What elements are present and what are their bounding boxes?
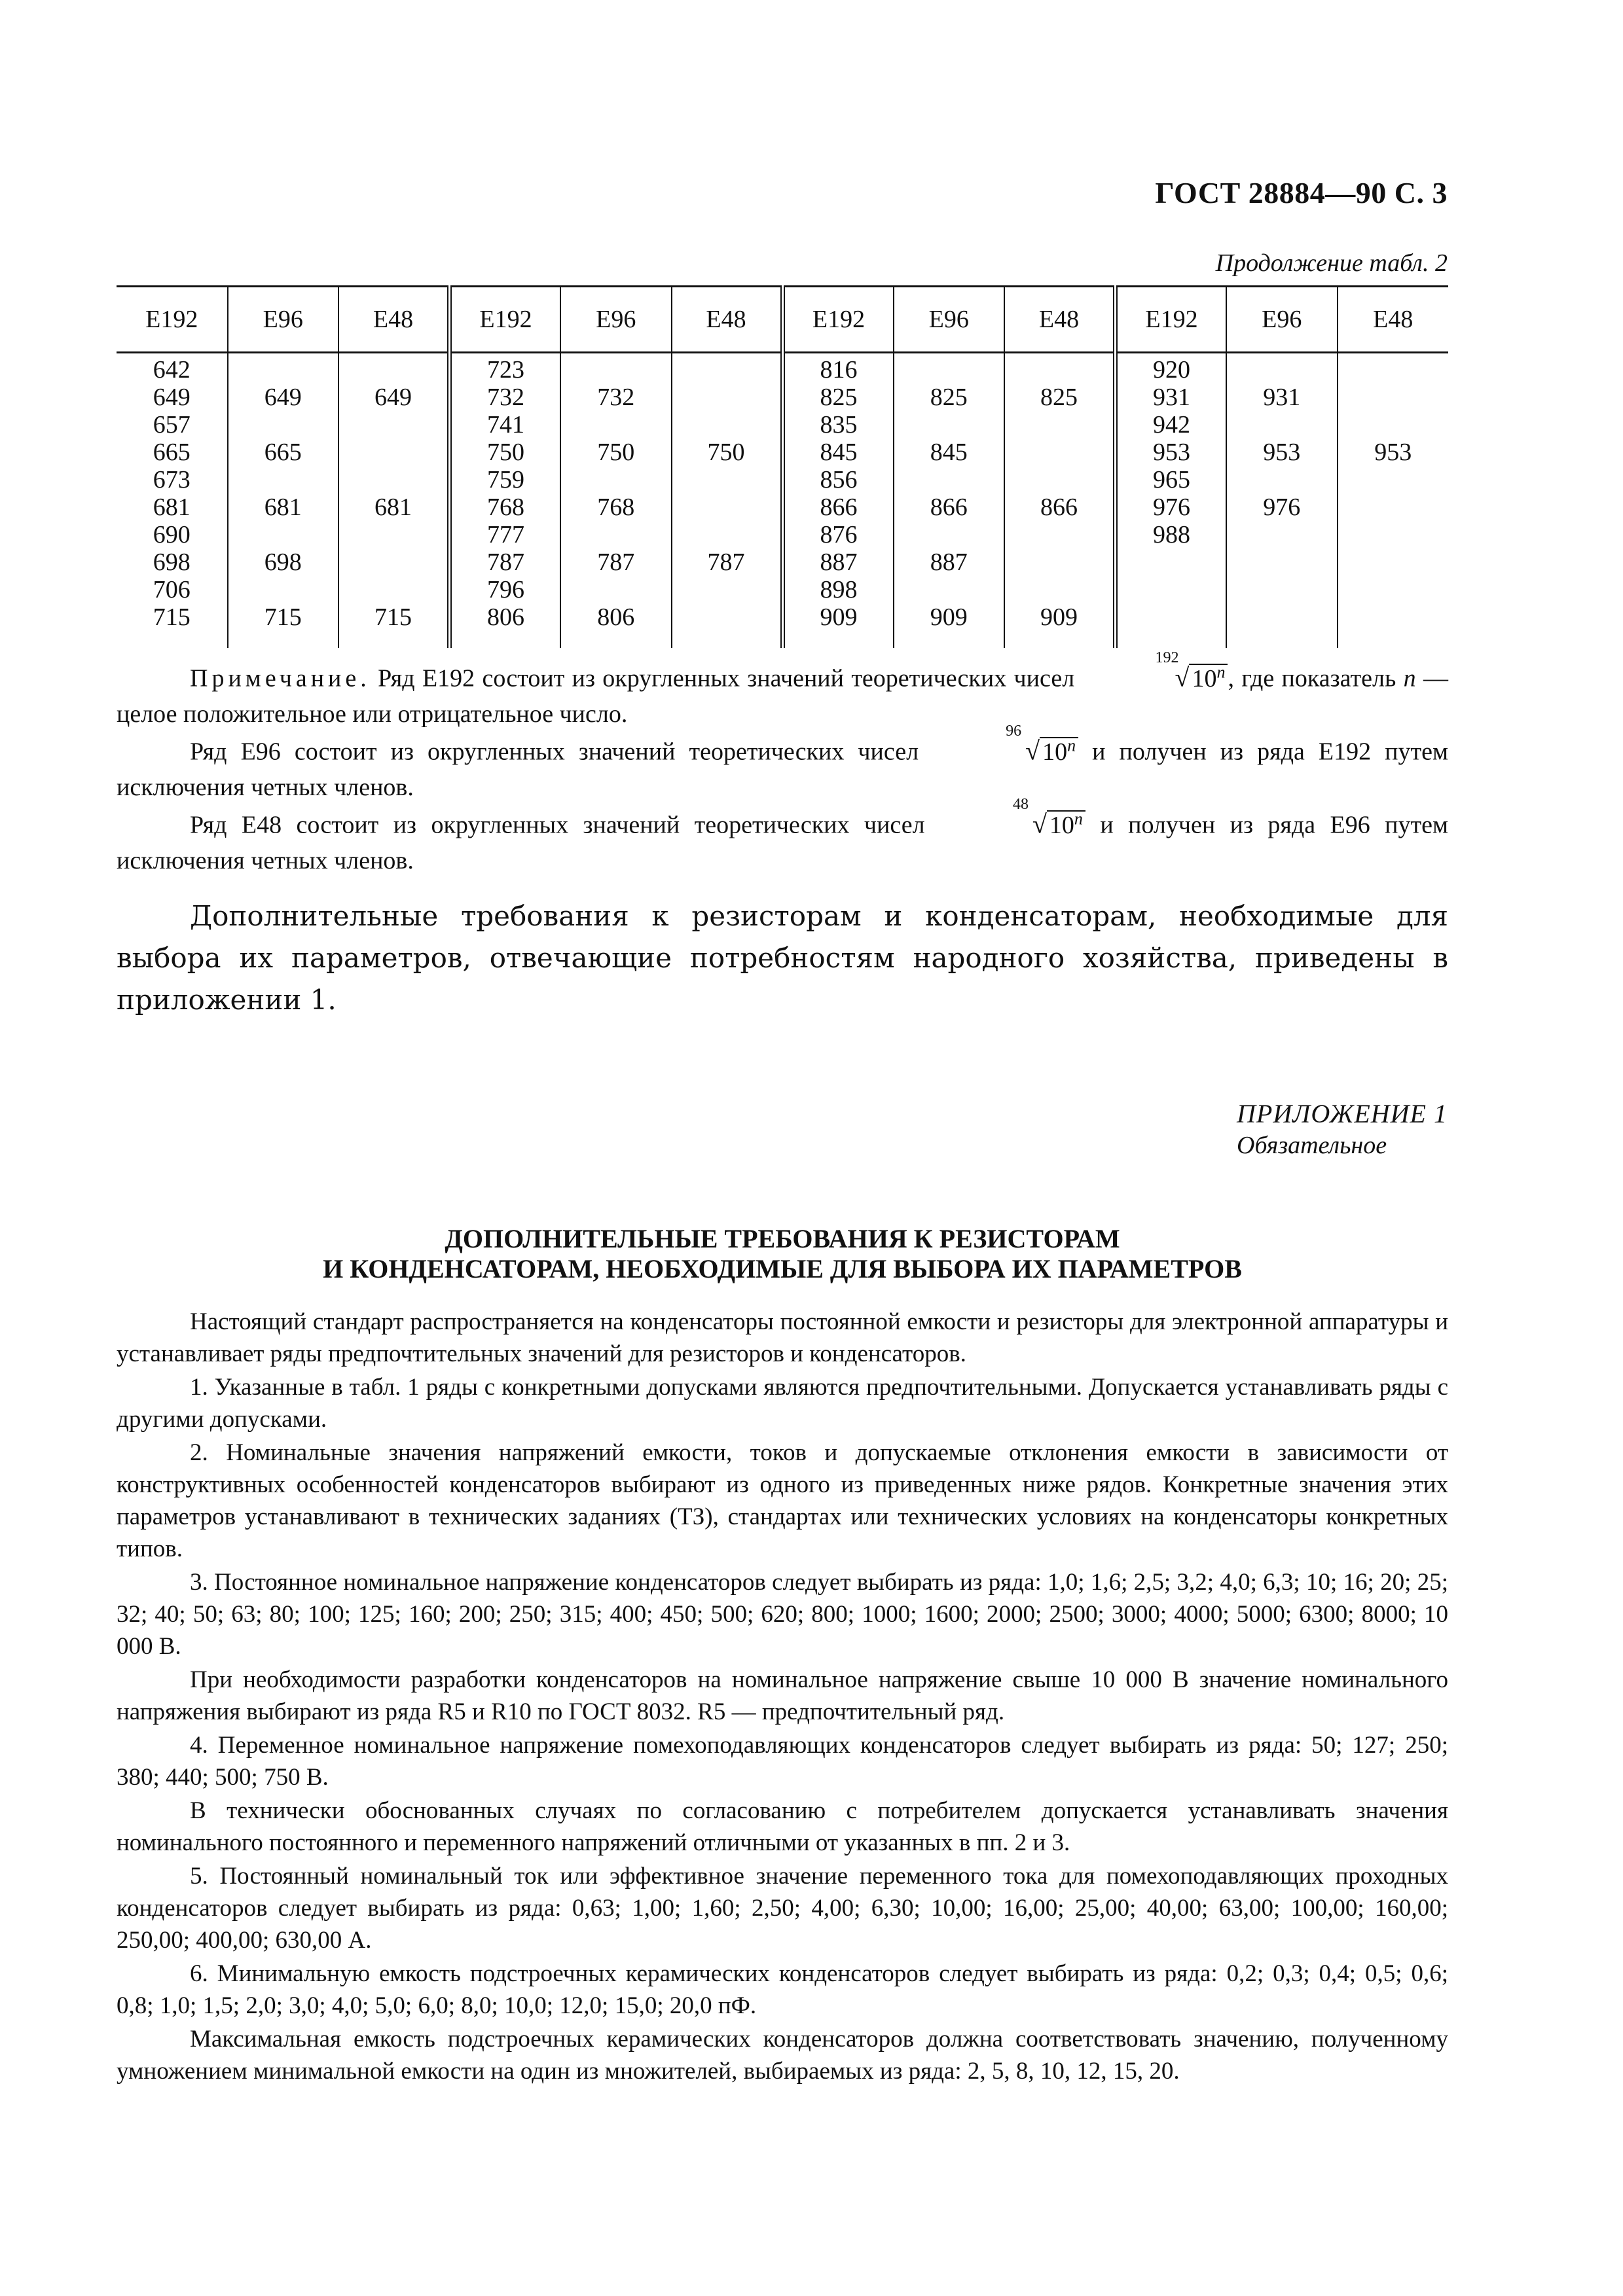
table-value bbox=[894, 411, 1004, 439]
note-3-text: Ряд E48 состоит из округленных значений теоретических чисел bbox=[190, 811, 925, 839]
table-value bbox=[561, 411, 671, 439]
table-value: 768 bbox=[597, 493, 635, 521]
table-value bbox=[894, 576, 1004, 603]
table-value: 690 bbox=[153, 521, 191, 548]
table-value: 759 bbox=[487, 466, 524, 493]
table-value: 835 bbox=[820, 411, 858, 439]
table-value bbox=[1338, 603, 1449, 631]
table-value bbox=[894, 466, 1004, 493]
table-column-cell bbox=[782, 353, 894, 649]
table-value: 988 bbox=[1153, 521, 1190, 548]
column-header: E96 bbox=[1226, 287, 1338, 353]
table-value bbox=[1227, 603, 1337, 631]
table-value bbox=[228, 466, 338, 493]
table-column-cell bbox=[1004, 353, 1116, 649]
table-value: 768 bbox=[487, 493, 524, 521]
table-value: 649 bbox=[374, 384, 412, 411]
table-value bbox=[894, 356, 1004, 384]
table-value: 698 bbox=[153, 548, 191, 576]
table-value bbox=[1005, 576, 1113, 603]
column-header: E96 bbox=[228, 287, 339, 353]
table-value: 976 bbox=[1153, 493, 1190, 521]
body-paragraph: Максимальная емкость подстроечных керамических конденсаторов должна соответствовать значению, полученному умножением минимальной емкости на один из множителей, выбираемых из ряда: 2, 5, 8, 10, 12, 15, 20. bbox=[117, 2026, 1448, 2085]
table-column-cell bbox=[338, 353, 450, 649]
table-value bbox=[339, 411, 447, 439]
table-value bbox=[1338, 548, 1449, 576]
table-value: 965 bbox=[1153, 466, 1190, 493]
table-value: 866 bbox=[1040, 493, 1078, 521]
table-header-row bbox=[117, 287, 1448, 353]
extra-requirements-paragraph: Дополнительные требования к резисторам и конденсаторам, необходимые для выбора их параметров, отвечающие потребностям народного хозяйства, приведены в приложении 1. bbox=[117, 900, 1448, 1016]
section-body bbox=[117, 1306, 1448, 2089]
table-value: 787 bbox=[597, 548, 635, 576]
table-value: 806 bbox=[597, 603, 635, 631]
appendix-subtitle: Обязательное bbox=[1237, 1132, 1387, 1159]
column-header: E192 bbox=[450, 287, 561, 353]
table-value: 953 bbox=[1263, 439, 1301, 466]
table-value: 706 bbox=[153, 576, 191, 603]
document-header: ГОСТ 28884—90 С. 3 bbox=[1155, 176, 1448, 209]
root-expression-3: 48 √ 10$^n$ bbox=[939, 801, 1085, 843]
table-value: 898 bbox=[820, 576, 858, 603]
table-value bbox=[1118, 603, 1226, 631]
body-paragraph: При необходимости разработки конденсаторов на номинальное напряжение свыше 10 000 В значение номинального напряжения выбирают из ряда R5 и R10 по ГОСТ 8032. R5 — предпочтительный ряд. bbox=[117, 1666, 1448, 1725]
appendix-heading bbox=[1237, 1098, 1448, 1161]
table-value: 825 bbox=[820, 384, 858, 411]
table-value: 856 bbox=[820, 466, 858, 493]
body-paragraph: Настоящий стандарт распространяется на конденсаторы постоянной емкости и резисторы для электронной аппаратуры и устанавливает ряды предпочтительных значений для резисторов и конденсаторов. bbox=[117, 1308, 1448, 1367]
table-value: 845 bbox=[930, 439, 968, 466]
root-expression-1: 192 √ 10$^n$ bbox=[1082, 655, 1228, 696]
table-value bbox=[1005, 356, 1113, 384]
table-body-row bbox=[117, 353, 1448, 649]
table-value bbox=[561, 466, 671, 493]
note-1-text: Ряд E192 состоит из округленных значений теоретических чисел bbox=[378, 664, 1075, 692]
table-value bbox=[672, 411, 780, 439]
table-column-cell bbox=[1226, 353, 1338, 649]
table-value bbox=[339, 521, 447, 548]
table-value: 715 bbox=[153, 603, 191, 631]
table-column-cell bbox=[1338, 353, 1449, 649]
table-value: 715 bbox=[264, 603, 302, 631]
series-table bbox=[117, 285, 1448, 648]
table-value bbox=[1227, 466, 1337, 493]
table-value: 876 bbox=[820, 521, 858, 548]
section-title: ДОПОЛНИТЕЛЬНЫЕ ТРЕБОВАНИЯ К РЕЗИСТОРАМ И КОНДЕНСАТОРАМ, НЕОБХОДИМЫЕ ДЛЯ ВЫБОРА ИХ ПАРАМЕТРОВ bbox=[323, 1224, 1242, 1283]
table-value: 825 bbox=[930, 384, 968, 411]
table-value: 845 bbox=[820, 439, 858, 466]
column-header: E48 bbox=[1338, 287, 1449, 353]
table-value: 750 bbox=[707, 439, 745, 466]
table-value bbox=[1005, 411, 1113, 439]
note-label: Примечание. bbox=[190, 664, 371, 692]
body-paragraph: 3. Постоянное номинальное напряжение конденсаторов следует выбирать из ряда: 1,0; 1,6; 2,5; 3,2; 4,0; 6,3; 10; 16; 20; 25; 32; 40; 50; 63; 80; 100; 125; 160; 200; 250; 315; 400; 450; 500; 620; 800; 1000; 1600; 2000; 2500; 3000; 4000; 5000; 6300; 8000; 10 000 В. bbox=[117, 1569, 1448, 1660]
table-value: 806 bbox=[487, 603, 524, 631]
table-note-3: Ряд E48 состоит из округленных значений теоретических чисел 48 √ 10$^n$ и получен из ряда E96 путем исключения четных членов. bbox=[117, 796, 1448, 874]
table-value: 665 bbox=[153, 439, 191, 466]
body-paragraph: 1. Указанные в табл. 1 ряды с конкретными допусками являются предпочтительными. Допускается устанавливать ряды с другими допусками. bbox=[117, 1374, 1448, 1433]
table-note-2: Ряд E96 состоит из округленных значений теоретических чисел 96 √ 10$^n$ и получен из ряда E192 путем исключения четных членов. bbox=[117, 723, 1449, 801]
table-value: 787 bbox=[487, 548, 524, 576]
table-value bbox=[1227, 411, 1337, 439]
table-value bbox=[228, 576, 338, 603]
table-value bbox=[339, 548, 447, 576]
table-value bbox=[339, 466, 447, 493]
table-value bbox=[561, 521, 671, 548]
table-value: 681 bbox=[374, 493, 412, 521]
table-value: 976 bbox=[1263, 493, 1301, 521]
table-value bbox=[672, 356, 780, 384]
table-value: 796 bbox=[487, 576, 524, 603]
table-value: 698 bbox=[264, 548, 302, 576]
table-value: 887 bbox=[820, 548, 858, 576]
column-header: E48 bbox=[672, 287, 783, 353]
table-value: 750 bbox=[597, 439, 635, 466]
table-value: 909 bbox=[820, 603, 858, 631]
table-value bbox=[561, 356, 671, 384]
table-value: 909 bbox=[1040, 603, 1078, 631]
column-header: E192 bbox=[1116, 287, 1227, 353]
table-value: 657 bbox=[153, 411, 191, 439]
table-value bbox=[339, 576, 447, 603]
table-value bbox=[672, 603, 780, 631]
series-table-container bbox=[117, 285, 1448, 648]
table-value: 732 bbox=[487, 384, 524, 411]
table-column-cell bbox=[672, 353, 783, 649]
table-column-cell bbox=[228, 353, 339, 649]
table-value: 931 bbox=[1153, 384, 1190, 411]
body-paragraph: 2. Номинальные значения напряжений емкости, токов и допускаемые отклонения емкости в зависимости от конструктивных особенностей конденсаторов выбирают из одного из приведенных ниже рядов. Конкретные значения этих параметров устанавливают в технических заданиях (ТЗ), стандартах или технических условиях на конденсаторы конкретных типов. bbox=[117, 1439, 1448, 1562]
table-value bbox=[339, 439, 447, 466]
table-value: 866 bbox=[930, 493, 968, 521]
table-value bbox=[1338, 576, 1449, 603]
table-value: 816 bbox=[820, 356, 858, 384]
table-column-cell bbox=[560, 353, 672, 649]
table-value bbox=[672, 466, 780, 493]
table-value bbox=[1118, 548, 1226, 576]
table-value bbox=[672, 521, 780, 548]
table-value: 931 bbox=[1263, 384, 1301, 411]
table-value: 673 bbox=[153, 466, 191, 493]
table-value: 723 bbox=[487, 356, 524, 384]
column-header: E96 bbox=[894, 287, 1005, 353]
column-header: E48 bbox=[1004, 287, 1116, 353]
table-value bbox=[672, 493, 780, 521]
table-column-cell bbox=[117, 353, 228, 649]
table-value: 866 bbox=[820, 493, 858, 521]
table-value: 715 bbox=[374, 603, 412, 631]
table-value bbox=[1338, 411, 1449, 439]
table-column-cell bbox=[1116, 353, 1227, 649]
table-value: 681 bbox=[153, 493, 191, 521]
body-paragraph: 6. Минимальную емкость подстроечных керамических конденсаторов следует выбирать из ряда: 0,2; 0,3; 0,4; 0,5; 0,6; 0,8; 1,0; 1,5; 2,0; 3,0; 4,0; 5,0; 6,0; 8,0; 10,0; 12,0; 15,0; 20,0 пФ. bbox=[117, 1960, 1448, 2019]
table-value: 953 bbox=[1153, 439, 1190, 466]
body-paragraph: В технически обоснованных случаях по согласованию с потребителем допускается устанавливать значения номинального постоянного и переменного напряжений отличными от указанных в пп. 2 и 3. bbox=[117, 1797, 1448, 1856]
table-value: 649 bbox=[264, 384, 302, 411]
column-header: E96 bbox=[560, 287, 672, 353]
table-note-1: Примечание. Ряд E192 состоит из округленных значений теоретических чисел 192 √ 10$^n$ , где показатель n — целое положительное или отрицательное число. bbox=[117, 649, 1449, 728]
table-value: 942 bbox=[1153, 411, 1190, 439]
root-expression-2: 96 √ 10$^n$ bbox=[932, 728, 1078, 770]
table-value bbox=[1338, 466, 1449, 493]
table-value bbox=[561, 576, 671, 603]
table-value: 681 bbox=[264, 493, 302, 521]
table-value: 953 bbox=[1374, 439, 1412, 466]
table-value bbox=[1005, 548, 1113, 576]
table-value: 732 bbox=[597, 384, 635, 411]
table-value bbox=[228, 521, 338, 548]
table-continuation-label: Продолжение табл. 2 bbox=[1215, 249, 1448, 277]
table-value bbox=[1227, 356, 1337, 384]
table-value bbox=[1227, 548, 1337, 576]
table-value: 787 bbox=[707, 548, 745, 576]
table-value bbox=[1227, 576, 1337, 603]
table-value bbox=[1338, 384, 1449, 411]
column-header: E192 bbox=[782, 287, 894, 353]
table-value bbox=[1005, 466, 1113, 493]
table-value: 825 bbox=[1040, 384, 1078, 411]
body-paragraph: 4. Переменное номинальное напряжение помехоподавляющих конденсаторов следует выбирать из ряда: 50; 127; 250; 380; 440; 500; 750 В. bbox=[117, 1732, 1448, 1791]
table-value bbox=[672, 384, 780, 411]
table-value bbox=[228, 411, 338, 439]
table-value bbox=[1338, 521, 1449, 548]
table-value bbox=[339, 356, 447, 384]
table-value bbox=[1118, 576, 1226, 603]
table-value: 741 bbox=[487, 411, 524, 439]
table-value: 665 bbox=[264, 439, 302, 466]
table-value: 750 bbox=[487, 439, 524, 466]
table-value bbox=[228, 356, 338, 384]
column-header: E48 bbox=[338, 287, 450, 353]
table-value bbox=[894, 521, 1004, 548]
column-header: E192 bbox=[117, 287, 228, 353]
table-value: 777 bbox=[487, 521, 524, 548]
note-2-text: Ряд E96 состоит из округленных значений теоретических чисел bbox=[190, 738, 919, 766]
table-value bbox=[672, 576, 780, 603]
table-column-cell bbox=[894, 353, 1005, 649]
table-value: 642 bbox=[153, 356, 191, 384]
table-value bbox=[1338, 493, 1449, 521]
table-value: 909 bbox=[930, 603, 968, 631]
table-value bbox=[1338, 356, 1449, 384]
table-value bbox=[1005, 521, 1113, 548]
table-value: 920 bbox=[1153, 356, 1190, 384]
table-column-cell bbox=[450, 353, 561, 649]
body-paragraph: 5. Постоянный номинальный ток или эффективное значение переменного тока для помехоподавляющих проходных конденсаторов следует выбирать из ряда: 0,63; 1,00; 1,60; 2,50; 4,00; 6,30; 10,00; 16,00; 25,00; 40,00; 63,00; 100,00; 160,00; 250,00; 400,00; 630,00 А. bbox=[117, 1863, 1448, 1954]
table-value bbox=[1227, 521, 1337, 548]
table-value bbox=[1005, 439, 1113, 466]
appendix-title: ПРИЛОЖЕНИЕ 1 bbox=[1237, 1099, 1448, 1128]
table-value: 649 bbox=[153, 384, 191, 411]
table-value: 887 bbox=[930, 548, 968, 576]
